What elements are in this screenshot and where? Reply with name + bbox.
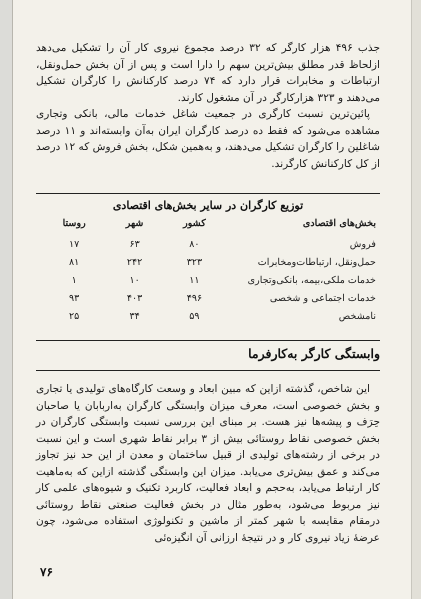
worker-distribution-table [40, 218, 376, 325]
country-cell: ۳۲۳ [186, 256, 203, 268]
country-cell: ۴۹۶ [186, 292, 203, 304]
section-top-rule [36, 340, 380, 341]
paragraph-3: این شاخص، گذشته ازاین که مبین ابعاد و وسعت کارگاه‌های تولیدی یا تجاری و بخش خصوصی است، معرف میزان وابستگی کارگران به‌اربابان یا صاحبان حِرَف و پیشه‌ها نیز هست. بر مبنای این بررسی نسبت وابستگی کارگران در بخش خصوصی نقاط روستائی بیش از ۳ برابر نقاط شهری است و این نسبت در برخی از رشته‌های تولیدی از قبیل ساختمان و معدن از این حد نیز تجاوز می‌کند و عمق بیش‌تری می‌یابد. میزان این وابستگی گذشته ازاین که به‌ماهیت کار ارتباط می‌یابد، به‌حجم و ابعاد فعالیت، کاربرد تکنیک و شیوه‌های علمی کار نیز مربوط می‌شود، به‌طور مثال در بخش فعالیت صنعتی نقاط روستائی درمقام مقایسه با شهر کمتر از ماشین و تکنولوژی استفاده می‌شود، چون عرضهٔ زیاد نیروی کار و در نتیجهٔ ارزانی آن انگیزه‌ئی [36, 383, 380, 544]
table-top-rule [36, 193, 380, 194]
city-cell: ۱۰ [129, 274, 140, 286]
header-village: روستا [62, 218, 86, 229]
paragraph-2: پائین‌ترین نسبت کارگری در جمعیت شاغل خدمات مالی، بانکی وتجاری مشاهده می‌شود که فقط ده درصد کارگران ایران به‌آن وابسته‌اند و ۱۱ درصد شاغلین را کارگران تشکیل می‌دهند، و به‌همین شکل، بخش فروش که ۱۲ درصد از کل کارکنانش کارگرند. [36, 108, 380, 170]
village-cell: ۲۵ [69, 310, 80, 322]
sector-cell: نامشخص [338, 310, 376, 322]
table-title: توزیع کارگران در سایر بخش‌های اقتصادی [112, 199, 304, 212]
header-country: کشور [183, 218, 206, 229]
table-header-row [40, 218, 376, 235]
city-cell: ۴۰۳ [126, 292, 143, 304]
village-cell: ۱ [71, 274, 77, 286]
country-cell: ۱۱ [189, 274, 200, 286]
city-cell: ۳۴ [129, 310, 140, 322]
section-title: وابستگی کارگر به‌کارفرما [248, 346, 380, 361]
table-row [40, 307, 376, 325]
table-row [40, 253, 376, 271]
sector-cell: حمل‌ونقل، ارتباطات‌ومخابرات [257, 256, 376, 268]
table-row [40, 271, 376, 289]
sector-cell: خدمات ملکی،بیمه، بانکی‌وتجاری [247, 274, 376, 286]
intro-text [36, 40, 380, 172]
table-row [40, 289, 376, 307]
city-cell: ۶۳ [129, 238, 140, 250]
village-cell: ۸۱ [69, 256, 80, 268]
section-bottom-rule [36, 370, 380, 371]
body-text [36, 381, 380, 546]
city-cell: ۲۴۲ [126, 256, 143, 268]
header-city: شهر [125, 218, 144, 229]
country-cell: ۵۹ [189, 310, 200, 322]
header-sector: بخش‌های اقتصادی [302, 218, 376, 229]
paragraph-1: جذب ۴۹۶ هزار کارگر که ۳۲ درصد مجموع نیروی کار آن را تشکیل می‌دهد ازلحاظ قدر مطلق بیش‌ترین سهم را دارا است و پس از آن بخش حمل‌ونقل، ارتباطات و مخابرات قرار دارد که ۷۴ درصد کارکنانش را کارگران تشکیل می‌دهند و ۳۲۳ هزارکارگر در آن مشغول کارند. [36, 42, 380, 104]
sector-cell: خدمات اجتماعی و شخصی [269, 292, 376, 304]
table-row [40, 235, 376, 253]
country-cell: ۸۰ [189, 238, 200, 250]
village-cell: ۹۳ [69, 292, 80, 304]
village-cell: ۱۷ [69, 238, 80, 250]
page-number: ۷۶ [40, 565, 53, 579]
sector-cell: فروش [349, 238, 376, 250]
